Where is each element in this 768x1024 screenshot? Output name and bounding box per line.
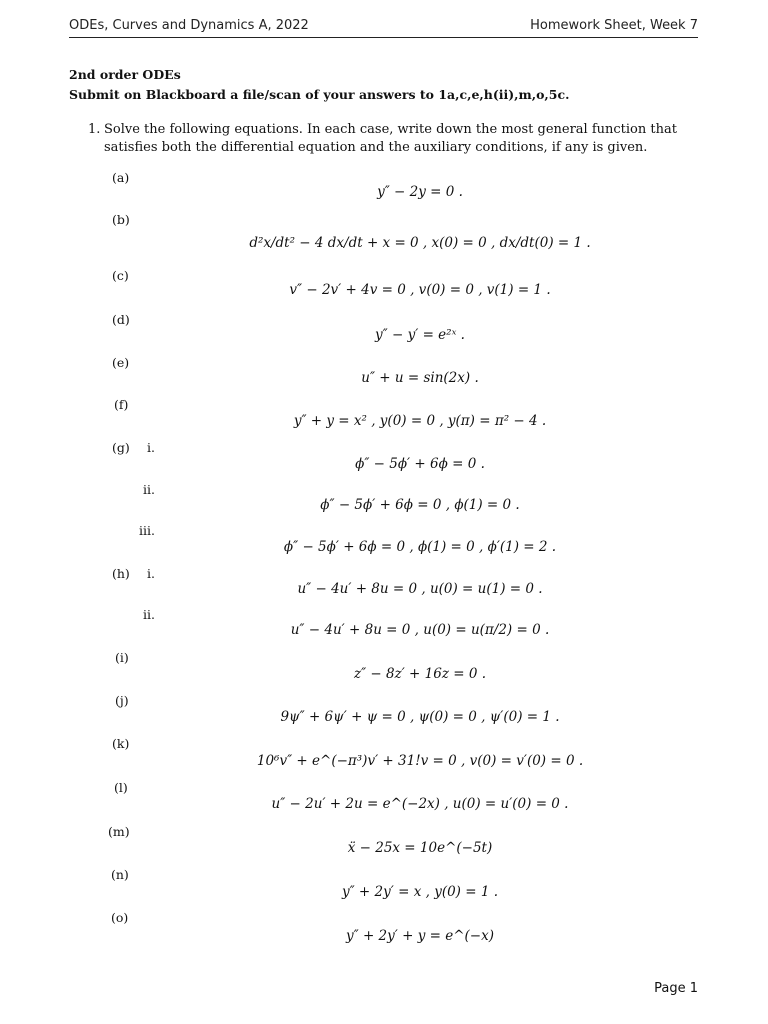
item-label: (c)	[112, 268, 129, 283]
equation: y″ + y = x² , y(0) = 0 , y(π) = π² − 4 .	[293, 413, 547, 429]
equation: y″ + 2y′ = x , y(0) = 1 .	[341, 884, 499, 900]
item-label: (k)	[112, 736, 130, 751]
equation: y″ − y′ = e²ˣ .	[375, 327, 465, 343]
equation: y″ − 2y = 0 .	[377, 184, 463, 200]
sub-item-label: ii.	[143, 607, 155, 622]
equation: u″ − 4u′ + 8u = 0 , u(0) = u(π/2) = 0 .	[290, 622, 550, 638]
equation: 9ψ″ + 6ψ′ + ψ = 0 , ψ(0) = 0 , ψ′(0) = 1 .	[280, 709, 560, 725]
sub-item-label: i.	[147, 440, 155, 455]
question-number: 1.	[88, 122, 101, 137]
equation: u″ − 4u′ + 8u = 0 , u(0) = u(1) = 0 .	[297, 581, 543, 597]
item-label: (b)	[112, 212, 130, 227]
sub-item-label: iii.	[139, 523, 155, 538]
equation: d²x/dt² − 4 dx/dt + x = 0 , x(0) = 0 , dx/dt(0) = 1 .	[249, 235, 591, 251]
question-text: Solve the following equations. In each case, write down the most general function that satisfies both the differential equation and the auxiliary conditions, if any is given.	[104, 122, 677, 155]
item-label: (l)	[114, 780, 128, 795]
page-number: Page 1	[654, 981, 698, 996]
item-label: (f)	[114, 397, 129, 412]
header-course-title: ODEs, Curves and Dynamics A, 2022	[69, 18, 309, 33]
item-label: (o)	[111, 910, 129, 925]
item-label: (j)	[115, 693, 129, 708]
item-label: (n)	[111, 867, 129, 882]
submit-note: Submit on Blackboard a file/scan of your answers to 1a,c,e,h(ii),m,o,5c.	[69, 87, 570, 102]
equation: ϕ″ − 5ϕ′ + 6ϕ = 0 .	[355, 456, 485, 472]
item-label: (a)	[112, 170, 130, 185]
equation: 10⁶v″ + e^(−π³)v′ + 31!v = 0 , v(0) = v′(0) = 0 .	[256, 753, 584, 769]
item-label: (g)	[112, 440, 130, 455]
question-intro	[88, 121, 700, 157]
sub-item-label: ii.	[143, 482, 155, 497]
item-label: (e)	[112, 355, 130, 370]
equation: ẍ − 25x = 10e^(−5t)	[347, 840, 493, 856]
header-sheet-title: Homework Sheet, Week 7	[530, 18, 698, 33]
item-label: (h)	[112, 566, 130, 581]
sub-item-label: i.	[147, 566, 155, 581]
item-label: (m)	[108, 824, 130, 839]
header-rule	[69, 37, 698, 38]
section-title: 2nd order ODEs	[69, 67, 181, 82]
item-label: (i)	[115, 650, 129, 665]
equation: y″ + 2y′ + y = e^(−x)	[345, 928, 495, 944]
equation: u″ − 2u′ + 2u = e^(−2x) , u(0) = u′(0) = 0 .	[271, 796, 569, 812]
item-label: (d)	[112, 312, 130, 327]
equation: u″ + u = sin(2x) .	[361, 370, 479, 386]
equation: ϕ″ − 5ϕ′ + 6ϕ = 0 , ϕ(1) = 0 , ϕ′(1) = 2 .	[283, 539, 557, 555]
equation: v″ − 2v′ + 4v = 0 , v(0) = 0 , v(1) = 1 .	[289, 282, 551, 298]
equation: ϕ″ − 5ϕ′ + 6ϕ = 0 , ϕ(1) = 0 .	[320, 497, 520, 513]
equation: z″ − 8z′ + 16z = 0 .	[353, 666, 487, 682]
